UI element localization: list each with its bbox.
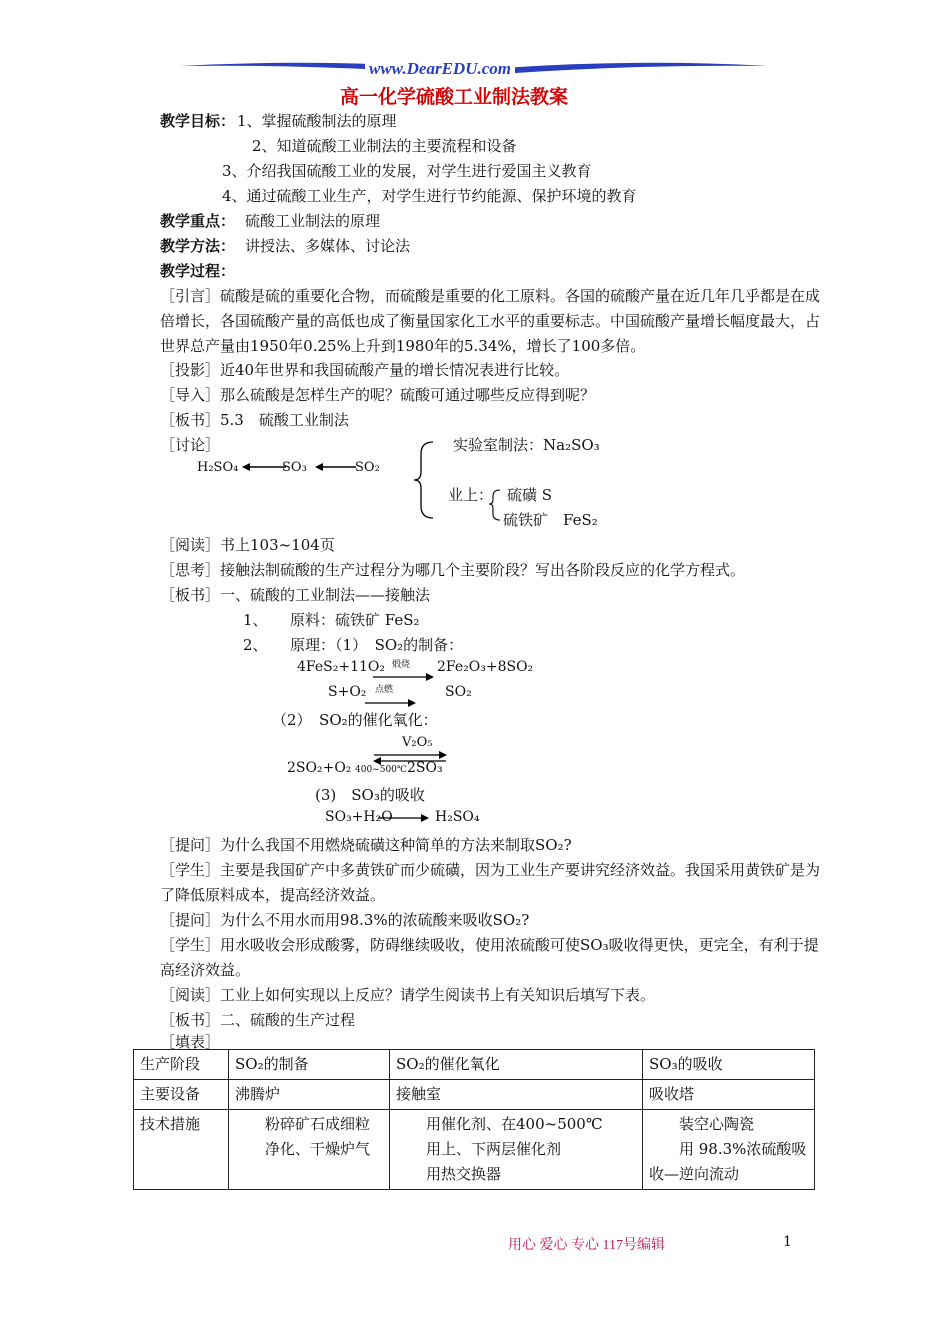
table-cell: 沸腾炉: [229, 1080, 390, 1110]
arrow-right: [378, 812, 430, 824]
lab-method: 实验室制法：Na₂SO₃: [453, 436, 600, 454]
page-number: 1: [783, 1234, 792, 1250]
so3-label: SO₃: [282, 460, 307, 475]
reading-line: ［阅读］工业上如何实现以上反应？请学生阅读书上有关知识后填写下表。: [160, 986, 656, 1004]
objective-item: 3、介绍我国硫酸工业的发展，对学生进行爱国主义教育: [222, 162, 592, 180]
table-row: [134, 1110, 815, 1190]
eq2-right: SO₂: [445, 684, 472, 700]
process-label: 教学过程：: [160, 262, 236, 280]
eq4-left: SO₃+H₂O: [325, 809, 393, 825]
student-answer: ［学生］用水吸收会形成酸雾，防碍继续吸收，使用浓硫酸可使SO₃吸收得更快，更完全，有利于提高经济效益。: [160, 936, 819, 979]
arrow-right: [365, 697, 417, 709]
board-line: ［板书］二、硫酸的生产过程: [160, 1011, 356, 1029]
method-text: 讲授法、多媒体、讨论法: [245, 237, 411, 255]
table-cell: SO₂的制备: [229, 1050, 390, 1080]
eq3-left: 2SO₂+O₂: [287, 760, 352, 776]
so2-label: SO₂: [355, 460, 380, 475]
curly-brace: [413, 440, 435, 520]
arrow-left: [315, 460, 357, 474]
method-label: 教学方法：: [160, 237, 236, 255]
cell-line: 用催化剂、在400~500℃: [426, 1115, 603, 1133]
production-table: [133, 1049, 815, 1190]
footer-text: 用心 爱心 专心 117号编辑: [508, 1238, 665, 1253]
sulfur-source: 硫磺 S: [507, 486, 553, 504]
discussion-label: ［讨论］: [160, 436, 221, 454]
h2so4-label: H₂SO₄: [197, 460, 239, 475]
key-point-label: 教学重点：: [160, 212, 236, 230]
eq4-right: H₂SO₄: [435, 809, 480, 825]
principle-line: 2、 原理：（1） SO₂的制备：: [243, 636, 464, 654]
table-cell: 吸收塔: [643, 1080, 815, 1110]
question-line: ［提问］为什么不用水而用98.3%的浓硫酸来吸收SO₂?: [160, 911, 530, 929]
student-answer: ［学生］主要是我国矿产中多黄铁矿而少硫磺，因为工业生产要讲究经济效益。我国采用黄铁矿是为了降低原料成本，提高经济效益。: [160, 861, 821, 904]
cell-line: 净化、干燥炉气: [265, 1140, 371, 1158]
fill-table-label: ［填表］: [160, 1033, 221, 1051]
small-brace: [488, 488, 502, 522]
table-cell: 接触室: [390, 1080, 643, 1110]
industry-label: 业上：: [448, 486, 494, 504]
eq1-right: 2Fe₂O₃+8SO₂: [437, 659, 534, 675]
eq3-right: 2SO₃: [407, 760, 443, 776]
table-cell: [643, 1110, 815, 1190]
raw-material: 1、 原料：硫铁矿 FeS₂: [243, 611, 420, 629]
table-row: [134, 1080, 815, 1110]
eq3-catalyst: V₂O₅: [402, 735, 433, 750]
table-cell: 生产阶段: [134, 1050, 229, 1080]
page-title: 高一化学硫酸工业制法教案: [340, 86, 569, 108]
pyrite-source: 硫铁矿 FeS₂: [503, 511, 598, 529]
intro-paragraph: ［引言］硫酸是硫的重要化合物，而硫酸是重要的化工原料。各国的硫酸产量在近几年几乎都是在成倍增长，各国硫酸产量的高低也成了衡量国家化工水平的重要标志。中国硫酸产量增长幅度最大，占世界总产量由1950年0.25%上升到1980年的5.34%，增长了100多倍。: [160, 287, 821, 355]
reading-line: ［阅读］书上103~104页: [160, 536, 335, 554]
table-cell: 技术措施: [134, 1110, 229, 1190]
arrow-left: [242, 460, 287, 474]
eq2-left: S+O₂: [328, 684, 367, 700]
site-url[interactable]: www.DearEDU.com: [365, 59, 515, 79]
key-point-text: 硫酸工业制法的原理: [245, 212, 381, 230]
table-cell: [229, 1110, 390, 1190]
lead-in-line: ［导入］那么硫酸是怎样生产的呢？硫酸可通过哪些反应得到呢？: [160, 386, 596, 404]
objectives-label: 教学目标：: [160, 112, 236, 130]
objective-item: 1、掌握硫酸制法的原理: [237, 112, 397, 130]
table-cell: [390, 1110, 643, 1190]
cell-line: 装空心陶瓷: [679, 1115, 755, 1133]
thinking-line: ［思考］接触法制硫酸的生产过程分为哪几个主要阶段？写出各阶段反应的化学方程式。: [160, 561, 746, 579]
cell-line: 用上、下两层催化剂: [426, 1140, 562, 1158]
table-cell: SO₂的催化氧化: [390, 1050, 643, 1080]
table-row: [134, 1050, 815, 1080]
objective-item: 4、通过硫酸工业生产，对学生进行节约能源、保护环境的教育: [222, 187, 637, 205]
board-line: ［板书］一、硫酸的工业制法——接触法: [160, 586, 431, 604]
step3-line: (3) SO₃的吸收: [315, 786, 425, 804]
cell-line: 用 98.3%浓硫酸吸收—逆向流动: [649, 1140, 807, 1183]
cell-line: 粉碎矿石成细粒: [265, 1115, 371, 1133]
eq1-left: 4FeS₂+11O₂: [297, 659, 385, 675]
table-cell: 主要设备: [134, 1080, 229, 1110]
eq1-condition: 煅烧: [392, 660, 411, 670]
step2-line: （2） SO₂的催化氧化：: [272, 711, 438, 729]
question-line: ［提问］为什么我国不用燃烧硫磺这种简单的方法来制取SO₂?: [160, 836, 572, 854]
cell-line: 用热交换器: [426, 1165, 502, 1183]
eq3-temperature: 400~500℃: [355, 765, 407, 775]
eq2-condition: 点燃: [375, 685, 394, 695]
table-cell: SO₃的吸收: [643, 1050, 815, 1080]
projection-line: ［投影］近40年世界和我国硫酸产量的增长情况表进行比较。: [160, 361, 570, 379]
board-line: ［板书］5.3 硫酸工业制法: [160, 411, 349, 429]
objective-item: 2、知道硫酸工业制法的主要流程和设备: [252, 137, 517, 155]
